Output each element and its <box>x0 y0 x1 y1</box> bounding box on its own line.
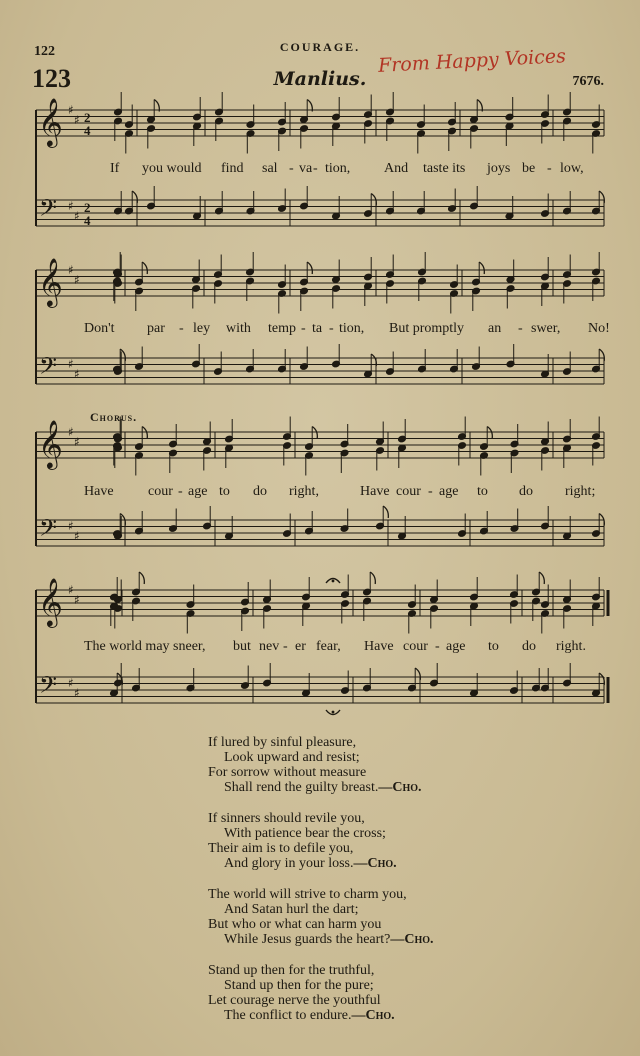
sharp-icon: ♯ <box>68 676 74 690</box>
sharp-icon: ♯ <box>74 686 80 700</box>
lyric-syllable: right; <box>565 484 596 499</box>
sharp-icon: ♯ <box>74 593 80 607</box>
lyric-syllable: age <box>188 484 208 499</box>
lyric-syllable: you would <box>142 161 202 176</box>
sharp-icon: ♯ <box>68 583 74 597</box>
note-flag <box>307 262 312 274</box>
fermata-dot <box>332 580 335 583</box>
treble-clef-icon: 𝄞 <box>38 97 63 146</box>
lyric-syllable: age <box>446 639 466 654</box>
lyric-syllable: - <box>518 321 523 336</box>
chorus-mark: —Cho. <box>351 1008 395 1023</box>
verse-line: If lured by sinful pleasure, <box>208 735 357 750</box>
lyric-syllable: And <box>384 161 409 176</box>
lyric-syllable: right, <box>289 484 319 499</box>
lyric-syllable: Have <box>360 484 390 499</box>
sharp-icon: ♯ <box>68 263 74 277</box>
lyric-syllable: fear, <box>316 639 341 654</box>
time-signature-digit: 4 <box>84 213 91 228</box>
lyric-syllable: be <box>522 161 536 176</box>
sharp-icon: ♯ <box>74 435 80 449</box>
verse-line: But who or what can harm you <box>208 917 382 932</box>
note-flag <box>142 262 147 274</box>
additional-verses <box>208 735 434 1039</box>
bass-clef-icon: 𝄢 <box>39 352 58 385</box>
lyric-syllable: an <box>488 321 502 336</box>
verse-line <box>208 1008 434 1023</box>
lyric-syllable: to <box>477 484 488 499</box>
lyric-syllable: taste its <box>423 161 466 176</box>
lyric-syllable: No! <box>588 321 610 336</box>
lyric-syllable: The world may sneer, <box>84 639 206 654</box>
chorus-mark: —Cho. <box>378 780 422 795</box>
verse-line: The world will strive to charm you, <box>208 887 407 902</box>
verse-line: With patience bear the cross; <box>224 826 386 841</box>
lyric-syllable: Have <box>364 639 394 654</box>
hymn-number: 123 <box>32 64 71 93</box>
lyric-syllable: - <box>435 639 440 654</box>
note-flag <box>539 572 544 584</box>
sharp-icon: ♯ <box>74 113 80 127</box>
lyric-syllable: ley <box>193 321 211 336</box>
page-number: 122 <box>34 44 55 59</box>
lyric-syllable: - <box>428 484 433 499</box>
lyric-syllable: - <box>289 161 294 176</box>
lyric-syllable: cour <box>396 484 421 499</box>
running-title: COURAGE. <box>279 40 361 54</box>
treble-clef-icon: 𝄞 <box>38 577 63 626</box>
treble-clef-icon: 𝄞 <box>38 419 63 468</box>
chorus-mark: —Cho. <box>390 932 434 947</box>
treble-clef-icon: 𝄞 <box>38 257 63 306</box>
handwritten-note: From Happy Voices <box>377 45 567 77</box>
lyric-syllable: sal <box>262 161 278 176</box>
verse-line-text: The conflict to endure. <box>224 1008 352 1023</box>
verse-line <box>208 932 434 947</box>
lyric-syllable: If <box>110 161 120 176</box>
verse-line: Stand up then for the pure; <box>224 978 374 993</box>
sharp-icon: ♯ <box>68 103 74 117</box>
lyric-syllable: temp <box>268 321 296 336</box>
lyric-syllable: cour <box>403 639 428 654</box>
stanza-1 <box>208 735 434 795</box>
lyric-syllable: age <box>439 484 459 499</box>
lyric-syllable: find <box>221 161 244 176</box>
lyric-syllable: swer, <box>531 321 561 336</box>
lyric-syllable: do <box>519 484 533 499</box>
lyric-syllable: ta <box>312 321 323 336</box>
bass-clef-icon: 𝄢 <box>39 514 58 547</box>
verse-line: For sorrow without measure <box>208 765 367 780</box>
lyric-syllable: va <box>299 161 313 176</box>
lyric-syllable: - <box>547 161 552 176</box>
sharp-icon: ♯ <box>74 209 80 223</box>
lyric-syllable: to <box>488 639 499 654</box>
lyric-syllable: to <box>219 484 230 499</box>
verse-line: Look upward and resist; <box>224 750 360 765</box>
lyric-syllable: low, <box>560 161 584 176</box>
lyric-syllable: tion, <box>339 321 365 336</box>
sharp-icon: ♯ <box>68 519 74 533</box>
verse-line: And Satan hurl the dart; <box>224 902 359 917</box>
sharp-icon: ♯ <box>68 199 74 213</box>
lyric-syllable: - <box>313 161 318 176</box>
verse-line-text: While Jesus guards the heart? <box>224 932 391 947</box>
sharp-icon: ♯ <box>74 367 80 381</box>
bass-clef-icon: 𝄢 <box>39 671 58 704</box>
lyric-syllable: with <box>226 321 251 336</box>
chorus-label: Chorus. <box>90 410 138 424</box>
tune-name: Manlius. <box>273 68 367 90</box>
meter: 7676. <box>572 74 604 89</box>
note-flag <box>479 262 484 274</box>
sharp-icon: ♯ <box>68 357 74 371</box>
verse-line-text: Shall rend the guilty breast. <box>224 780 379 795</box>
sharp-icon: ♯ <box>74 273 80 287</box>
lyric-syllable: - <box>283 639 288 654</box>
time-signature-digit: 2 <box>84 200 91 215</box>
lyric-syllable: joys <box>487 161 511 176</box>
lyric-syllable: do <box>522 639 536 654</box>
lyric-syllable: nev <box>259 639 280 654</box>
verse-line-text: And glory in your loss. <box>224 856 354 871</box>
sharp-icon: ♯ <box>68 425 74 439</box>
lyric-syllable: But promptly <box>389 321 465 336</box>
lyric-syllable: par <box>147 321 165 336</box>
lyric-syllable: but <box>233 639 251 654</box>
stanza-3 <box>208 887 434 947</box>
note-flag <box>370 572 375 584</box>
bass-clef-icon: 𝄢 <box>39 194 58 227</box>
note-flag <box>383 506 388 518</box>
lyric-syllable: - <box>179 321 184 336</box>
stanza-4 <box>208 963 434 1023</box>
verse-line <box>208 780 434 795</box>
time-signature-digit: 4 <box>84 123 91 138</box>
note-flag <box>139 572 144 584</box>
fermata-dot <box>332 711 335 714</box>
chorus-mark: —Cho. <box>353 856 397 871</box>
lyric-syllable: tion, <box>325 161 351 176</box>
lyric-syllable: - <box>301 321 306 336</box>
lyric-syllable: Don't <box>84 321 115 336</box>
lyric-syllable: cour <box>148 484 173 499</box>
stanza-2 <box>208 811 434 871</box>
lyric-syllable: - <box>178 484 183 499</box>
verse-line: Stand up then for the truthful, <box>208 963 375 978</box>
time-signature-digit: 2 <box>84 110 91 125</box>
lyric-syllable: Have <box>84 484 114 499</box>
lyric-syllable: - <box>329 321 334 336</box>
verse-line: Their aim is to defile you, <box>208 841 354 856</box>
verse-line: Let courage nerve the youthful <box>208 993 381 1008</box>
lyric-syllable: do <box>253 484 267 499</box>
lyric-syllable: er <box>295 639 306 654</box>
lyric-syllable: right. <box>556 639 586 654</box>
verse-line: If sinners should revile you, <box>208 811 365 826</box>
verse-line <box>208 856 434 871</box>
sharp-icon: ♯ <box>74 529 80 543</box>
